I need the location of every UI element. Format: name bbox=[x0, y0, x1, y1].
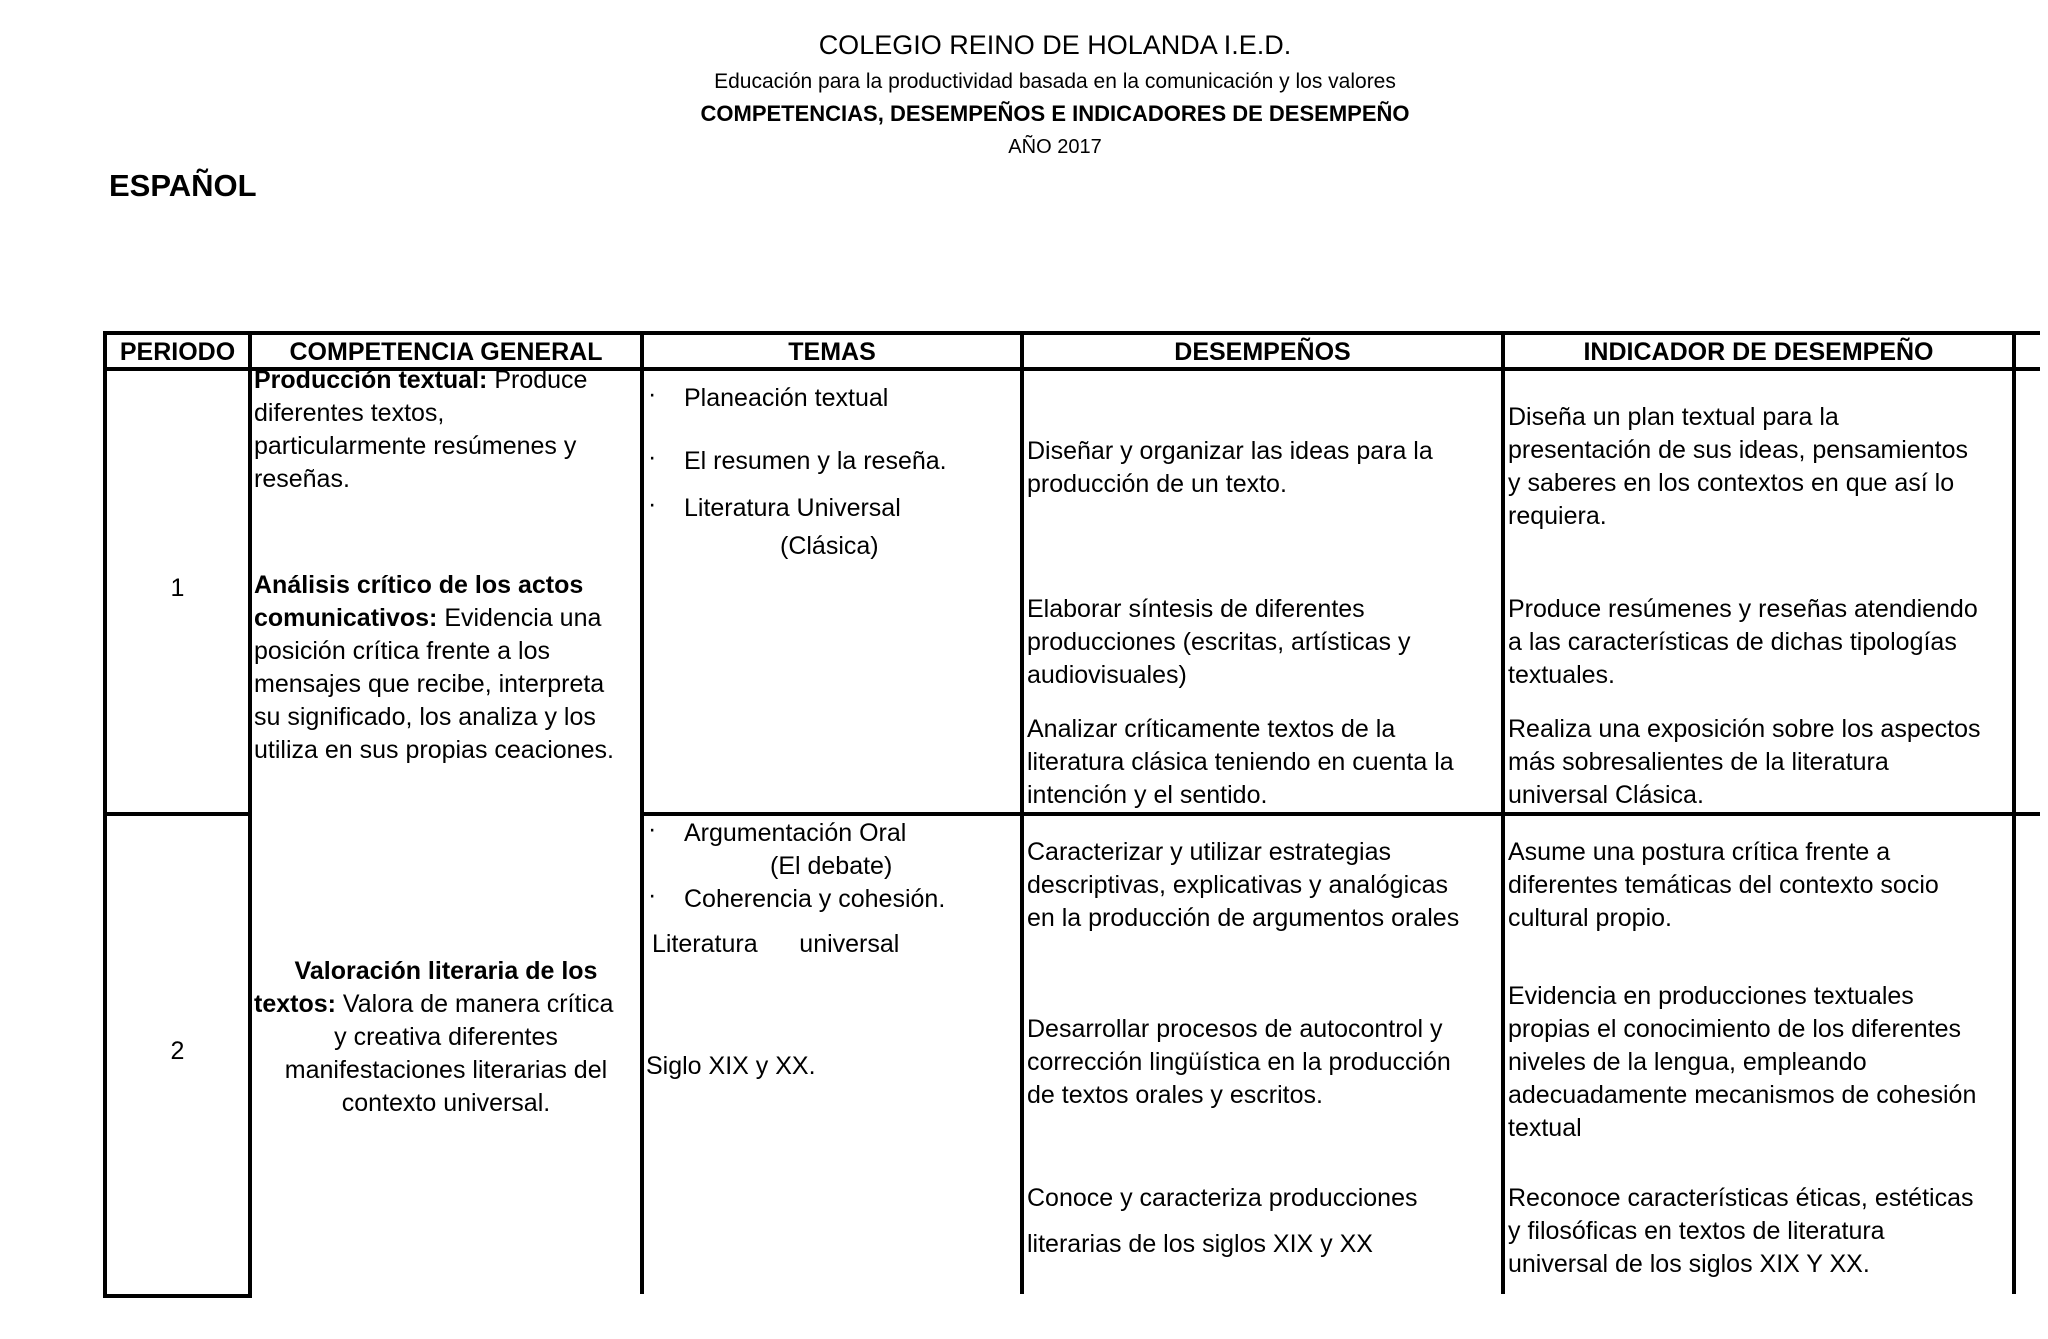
indicador-line: universal Clásica. bbox=[1508, 781, 1704, 809]
competencia-line: diferentes textos, bbox=[254, 399, 445, 427]
desempeno-line: literarias de los siglos XIX y XX bbox=[1027, 1230, 1373, 1258]
tema-item: El resumen y la reseña. bbox=[684, 447, 947, 475]
col-header-periodo: PERIODO bbox=[119, 338, 236, 366]
indicador-line: niveles de la lengua, empleando bbox=[1508, 1048, 1867, 1076]
grid-v-competencia bbox=[640, 331, 644, 1294]
indicador-line: cultural propio. bbox=[1508, 904, 1672, 932]
bullet-icon: · bbox=[648, 881, 657, 909]
competencia-line bbox=[254, 602, 601, 635]
subject-title: ESPAÑOL bbox=[109, 168, 257, 203]
competencia-line: posición crítica frente a los bbox=[254, 637, 550, 665]
desempeno-line: intención y el sentido. bbox=[1027, 781, 1268, 809]
competencia-title: Producción textual: bbox=[254, 366, 488, 394]
indicador-line: y filosóficas en textos de literatura bbox=[1508, 1217, 1885, 1245]
school-name: COLEGIO REINO DE HOLANDA I.E.D. bbox=[818, 30, 1292, 60]
desempeno-line: producción de un texto. bbox=[1027, 470, 1287, 498]
competencia-line bbox=[254, 364, 587, 397]
tema-item: (Clásica) bbox=[780, 532, 879, 560]
desempeno-line: Analizar críticamente textos de la bbox=[1027, 715, 1396, 743]
competencia-line: manifestaciones literarias del bbox=[284, 1056, 608, 1084]
desempeno-line: Caracterizar y utilizar estrategias bbox=[1027, 838, 1392, 866]
desempeno-line: descriptivas, explicativas y analógicas bbox=[1027, 871, 1449, 899]
desempeno-line: corrección lingüística en la producción bbox=[1027, 1048, 1451, 1076]
bullet-icon: · bbox=[648, 443, 657, 471]
bullet-icon: · bbox=[648, 490, 657, 518]
col-header-indicador: INDICADOR DE DESEMPEÑO bbox=[1583, 338, 1934, 366]
competencia-line: su significado, los analiza y los bbox=[254, 703, 596, 731]
indicador-line: textual bbox=[1508, 1114, 1582, 1142]
tema-item: Siglo XIX y XX. bbox=[646, 1052, 816, 1080]
competencia-text: Produce bbox=[487, 366, 588, 394]
col-header-temas: TEMAS bbox=[788, 338, 876, 366]
bullet-icon: · bbox=[648, 380, 657, 408]
grid-v-temas bbox=[1020, 331, 1024, 1294]
document-title: COMPETENCIAS, DESEMPEÑOS E INDICADORES DE DESEMPEÑO bbox=[700, 101, 1410, 126]
grid-v-right bbox=[2012, 331, 2016, 1294]
grid-period1-bottom-left bbox=[103, 812, 252, 816]
indicador-line: Asume una postura crítica frente a bbox=[1508, 838, 1891, 866]
grid-bottom bbox=[103, 1294, 252, 1298]
tema-item: Planeación textual bbox=[684, 384, 889, 412]
competencia-line: mensajes que recibe, interpreta bbox=[254, 670, 605, 698]
indicador-line: Evidencia en producciones textuales bbox=[1508, 982, 1914, 1010]
indicador-line: Produce resúmenes y reseñas atendiendo bbox=[1508, 595, 1978, 623]
indicador-line: y saberes en los contextos en que así lo bbox=[1508, 469, 1955, 497]
period-number: 1 bbox=[170, 574, 185, 602]
desempeno-line: audiovisuales) bbox=[1027, 661, 1187, 689]
competencia-text: Valora de manera crítica bbox=[335, 990, 614, 1018]
document-year: AÑO 2017 bbox=[1008, 136, 1102, 158]
indicador-line: Reconoce características éticas, estéticas bbox=[1508, 1184, 1974, 1212]
tema-item: Literatura universal bbox=[652, 930, 900, 958]
indicador-line: universal de los siglos XIX Y XX. bbox=[1508, 1250, 1870, 1278]
grid-v-periodo bbox=[248, 331, 252, 1298]
bullet-icon: · bbox=[648, 815, 657, 843]
grid-v-left bbox=[103, 331, 107, 1298]
competencia-line: particularmente resúmenes y bbox=[254, 432, 577, 460]
indicador-line: Realiza una exposición sobre los aspectos bbox=[1508, 715, 1981, 743]
desempeno-line: Diseñar y organizar las ideas para la bbox=[1027, 437, 1433, 465]
competencia-line: reseñas. bbox=[254, 465, 350, 493]
competencia-line: utiliza en sus propias ceaciones. bbox=[254, 736, 614, 764]
desempeno-line: Desarrollar procesos de autocontrol y bbox=[1027, 1015, 1443, 1043]
tema-item: Coherencia y cohesión. bbox=[684, 885, 946, 913]
competencia-title: comunicativos: bbox=[254, 604, 438, 632]
desempeno-line: Conoce y caracteriza producciones bbox=[1027, 1184, 1418, 1212]
tema-item: Argumentación Oral bbox=[684, 819, 907, 847]
desempeno-line: de textos orales y escritos. bbox=[1027, 1081, 1323, 1109]
col-header-desempenos: DESEMPEÑOS bbox=[1174, 338, 1351, 366]
indicador-line: presentación de sus ideas, pensamientos bbox=[1508, 436, 1969, 464]
indicador-line: a las características de dichas tipologías bbox=[1508, 628, 1957, 656]
desempeno-line: en la producción de argumentos orales bbox=[1027, 904, 1460, 932]
tema-item: (El debate) bbox=[770, 852, 893, 880]
competencia-text: Evidencia una bbox=[437, 604, 602, 632]
school-motto: Educación para la productividad basada en la comunicación y los valores bbox=[714, 70, 1396, 93]
indicador-line: Diseña un plan textual para la bbox=[1508, 403, 1839, 431]
tema-item: Literatura Universal bbox=[684, 494, 901, 522]
competencia-line bbox=[254, 988, 613, 1021]
indicador-line: propias el conocimiento de los diferentes bbox=[1508, 1015, 1962, 1043]
indicador-line: textuales. bbox=[1508, 661, 1616, 689]
competencia-line: y creativa diferentes bbox=[334, 1023, 558, 1051]
competencia-title: Análisis crítico de los actos bbox=[254, 571, 584, 599]
indicador-line: más sobresalientes de la literatura bbox=[1508, 748, 1889, 776]
desempeno-line: producciones (escritas, artísticas y bbox=[1027, 628, 1411, 656]
indicador-line: requiera. bbox=[1508, 502, 1607, 530]
grid-v-desempenos bbox=[1501, 331, 1505, 1294]
desempeno-line: literatura clásica teniendo en cuenta la bbox=[1027, 748, 1454, 776]
indicador-line: diferentes temáticas del contexto socio bbox=[1508, 871, 1939, 899]
col-header-competencia: COMPETENCIA GENERAL bbox=[289, 338, 603, 366]
period-number: 2 bbox=[170, 1037, 185, 1065]
competencia-title: textos: bbox=[254, 990, 336, 1018]
competencia-title: Valoración literaria de los bbox=[294, 957, 598, 985]
desempeno-line: Elaborar síntesis de diferentes bbox=[1027, 595, 1365, 623]
indicador-line: adecuadamente mecanismos de cohesión bbox=[1508, 1081, 1977, 1109]
competencia-line: contexto universal. bbox=[341, 1089, 551, 1117]
grid-period1-bottom-right bbox=[640, 812, 2040, 816]
